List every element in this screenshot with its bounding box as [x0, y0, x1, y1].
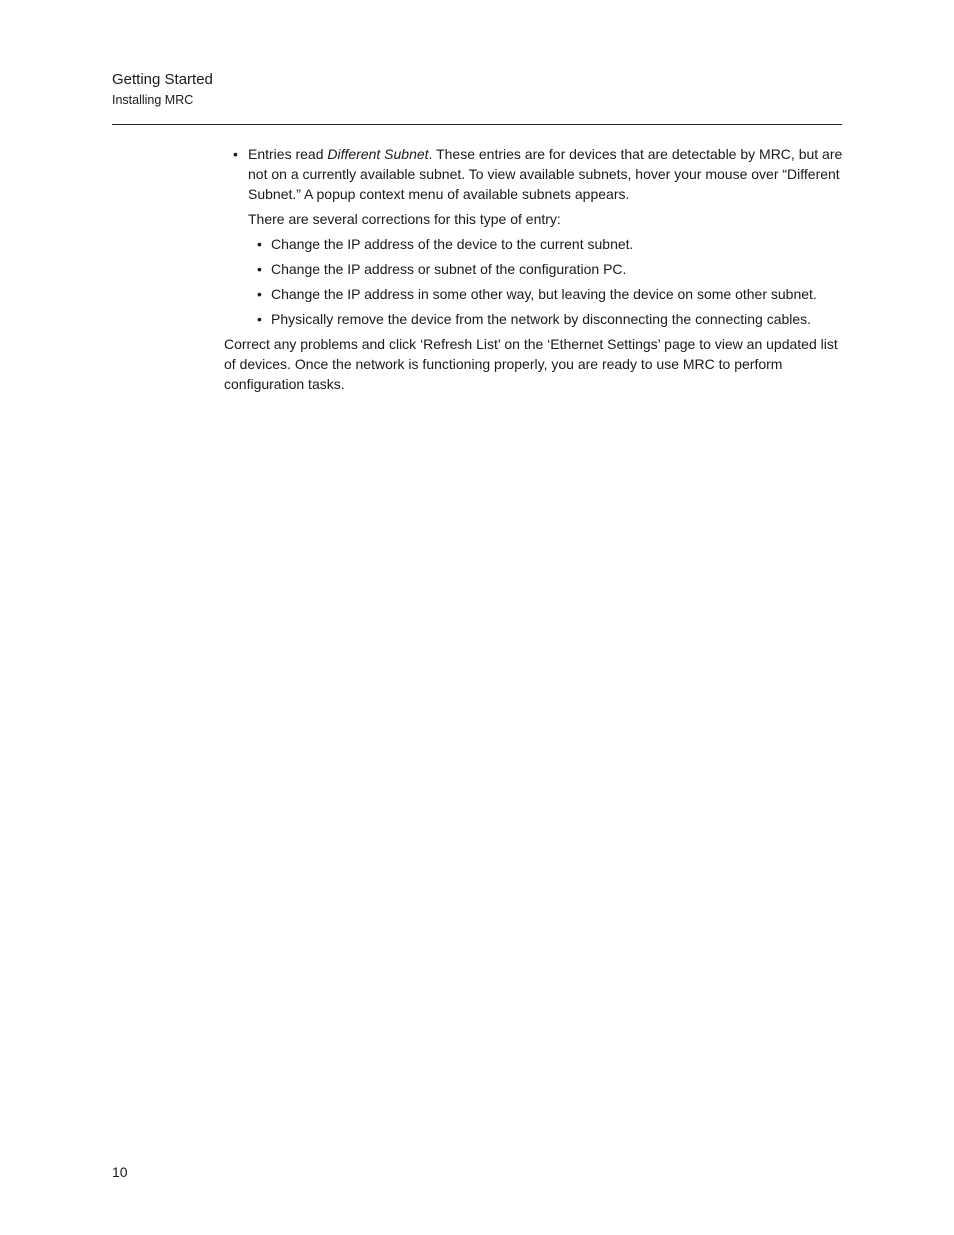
bullet-icon: •	[257, 311, 262, 327]
bullet-lead: Entries read	[248, 146, 328, 162]
corrections-list	[224, 234, 844, 329]
bullet-icon: •	[233, 146, 238, 162]
header-rule	[112, 124, 842, 125]
bullet-emphasis: Different Subnet	[327, 146, 429, 162]
bullet-text	[248, 144, 844, 204]
correction-item	[224, 259, 844, 279]
page-number: 10	[112, 1164, 128, 1180]
correction-text: Change the IP address or subnet of the configuration PC.	[271, 261, 627, 277]
correction-text: Change the IP address in some other way, but leaving the device on some other subnet.	[271, 286, 817, 302]
correction-text: Physically remove the device from the network by disconnecting the connecting cables.	[271, 311, 812, 327]
bullet-rest: . These entries are for devices that are detectable by MRC, but are not on a currently available subnet. To view available subnets, hover your mouse over “Different Subnet.” A popup context menu of available subnets appears.	[248, 146, 843, 202]
correction-item	[224, 284, 844, 304]
chapter-title: Getting Started	[112, 71, 213, 88]
bullet-different-subnet	[224, 144, 844, 204]
correction-item	[224, 309, 844, 329]
bullet-icon: •	[257, 286, 262, 302]
corrections-intro: There are several corrections for this type of entry:	[248, 211, 561, 227]
correction-item	[224, 234, 844, 254]
correction-text: Change the IP address of the device to the current subnet.	[271, 236, 634, 252]
bullet-icon: •	[257, 261, 262, 277]
closing-paragraph: Correct any problems and click ‘Refresh List’ on the ‘Ethernet Settings’ page to view an updated list of devices. Once the network is functioning properly, you are ready to use MRC to perform configuration tasks.	[224, 336, 838, 392]
section-title: Installing MRC	[112, 93, 194, 107]
page-content	[224, 144, 844, 394]
running-header	[112, 70, 842, 109]
bullet-icon: •	[257, 236, 262, 252]
